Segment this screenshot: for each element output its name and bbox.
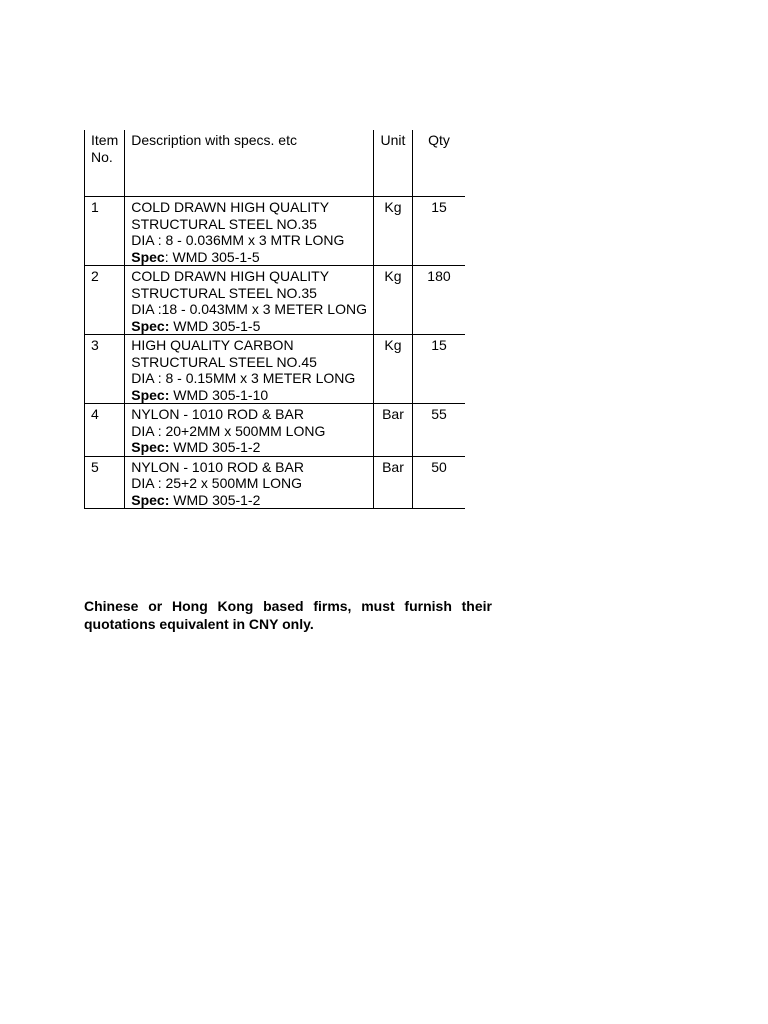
spec-value: WMD 305-1-10 [169,386,269,403]
description-line: STRUCTURAL STEEL NO.35 [131,215,317,232]
spec-line [131,387,367,404]
description-line: STRUCTURAL STEEL NO.45 [131,353,317,370]
table-header-row [85,130,465,197]
description-line: NYLON - 1010 ROD & BAR [131,406,304,422]
item-no-cell: 5 [85,456,125,509]
unit-cell: Kg [373,197,412,266]
header-description: Description with specs. etc [125,130,374,197]
description-cell [125,456,374,509]
qty-cell: 55 [412,404,465,457]
description-line: HIGH QUALITY CARBON [131,337,294,353]
unit-cell: Kg [373,266,412,335]
description-line: DIA : 8 - 0.036MM x 3 MTR LONG [131,232,345,248]
item-no-cell: 1 [85,197,125,266]
item-no-cell: 4 [85,404,125,457]
spec-line [131,249,367,266]
description-line: COLD DRAWN HIGH QUALITY [131,268,330,284]
currency-note: Chinese or Hong Kong based firms, must furnish their quotations equivalent in CNY only. [84,598,492,632]
description-line: DIA :18 - 0.043MM x 3 METER LONG [131,301,367,317]
item-no-cell: 2 [85,266,125,335]
items-table [84,130,465,509]
spec-label: Spec: [131,439,170,455]
spec-value: WMD 305-1-5 [169,317,261,334]
header-unit: Unit [373,130,412,197]
qty-cell: 15 [412,197,465,266]
table-row [85,266,465,335]
spec-label: Spec [131,248,165,265]
spec-value: WMD 305-1-2 [169,439,261,455]
spec-label: Spec: [131,317,170,334]
qty-cell: 50 [412,456,465,509]
description-cell [125,197,374,266]
spec-value: : WMD 305-1-5 [164,248,260,265]
description-line: DIA : 20+2MM x 500MM LONG [131,422,326,439]
description-cell [125,335,374,404]
qty-cell: 15 [412,335,465,404]
description-cell [125,266,374,335]
spec-label: Spec: [131,386,170,403]
description-line: COLD DRAWN HIGH QUALITY [131,199,330,215]
unit-cell: Bar [373,404,412,457]
spec-line [131,492,367,509]
header-item-no: Item No. [85,130,125,197]
qty-cell: 180 [412,266,465,335]
table-row [85,335,465,404]
header-qty: Qty [412,130,465,197]
unit-cell: Kg [373,335,412,404]
table-row [85,197,465,266]
description-line: DIA : 8 - 0.15MM x 3 METER LONG [131,370,356,386]
spec-line [131,318,367,335]
spec-value: WMD 305-1-2 [169,491,261,508]
spec-line [131,439,367,456]
description-line: NYLON - 1010 ROD & BAR [131,458,304,475]
unit-cell: Bar [373,456,412,509]
item-no-cell: 3 [85,335,125,404]
description-line: STRUCTURAL STEEL NO.35 [131,284,317,301]
spec-label: Spec: [131,491,170,508]
table-row [85,404,465,457]
table-row [85,456,465,509]
description-cell [125,404,374,457]
description-line: DIA : 25+2 x 500MM LONG [131,475,303,491]
